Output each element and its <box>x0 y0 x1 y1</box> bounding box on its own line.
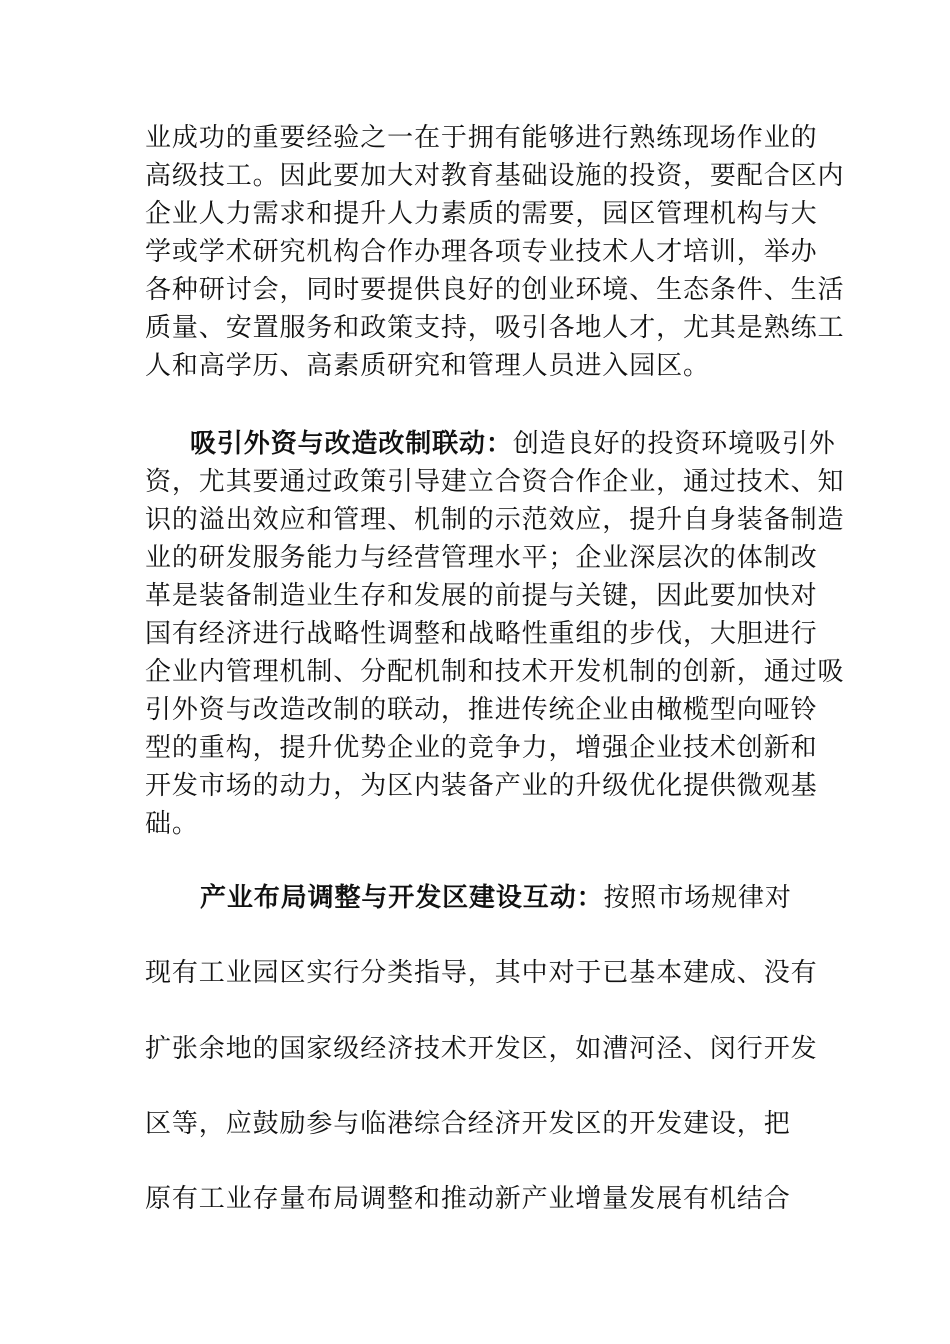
paragraph-1-line: 高级技工。因此要加大对教育基础设施的投资，要配合区内 <box>145 161 845 191</box>
paragraph-3-line: 原有工业存量布局调整和推动新产业增量发展有机结合 <box>145 1184 791 1214</box>
paragraph-2-line: 引外资与改造改制的联动，推进传统企业由橄榄型向哑铃 <box>145 695 818 725</box>
paragraph-2-line: 企业内管理机制、分配机制和技术开发机制的创新，通过吸 <box>145 657 845 687</box>
paragraph-1-line: 人和高学历、高素质研究和管理人员进入园区。 <box>145 351 710 381</box>
paragraph-2-first-line <box>190 426 836 462</box>
paragraph-3-first-line-text: 按照市场规律对 <box>603 883 792 913</box>
paragraph-2-line: 业的研发服务能力与经营管理水平；企业深层次的体制改 <box>145 543 818 573</box>
paragraph-2-line: 识的溢出效应和管理、机制的示范效应，提升自身装备制造 <box>145 505 845 535</box>
paragraph-1-line: 质量、安置服务和政策支持，吸引各地人才，尤其是熟练工 <box>145 313 845 343</box>
paragraph-3-line: 现有工业园区实行分类指导，其中对于已基本建成、没有 <box>145 958 818 988</box>
paragraph-2-heading: 吸引外资与改造改制联动： <box>190 429 513 459</box>
paragraph-2-line: 国有经济进行战略性调整和战略性重组的步伐，大胆进行 <box>145 619 818 649</box>
paragraph-2-line: 型的重构，提升优势企业的竞争力，增强企业技术创新和 <box>145 733 818 763</box>
paragraph-1-line: 学或学术研究机构合作办理各项专业技术人才培训，举办 <box>145 237 818 267</box>
paragraph-1-line: 业成功的重要经验之一在于拥有能够进行熟练现场作业的 <box>145 123 818 153</box>
paragraph-3-heading: 产业布局调整与开发区建设互动： <box>200 883 604 913</box>
paragraph-3-first-line <box>200 880 792 916</box>
paragraph-2-first-line-text: 创造良好的投资环境吸引外 <box>512 429 836 459</box>
paragraph-1-line: 各种研讨会，同时要提供良好的创业环境、生态条件、生活 <box>145 275 845 305</box>
paragraph-1-line: 企业人力需求和提升人力素质的需要，园区管理机构与大 <box>145 199 818 229</box>
paragraph-2-line: 革是装备制造业生存和发展的前提与关键，因此要加快对 <box>145 581 818 611</box>
paragraph-2-line: 资，尤其要通过政策引导建立合资合作企业，通过技术、知 <box>145 467 845 497</box>
paragraph-2-line: 开发市场的动力，为区内装备产业的升级优化提供微观基 <box>145 771 818 801</box>
paragraph-3-line: 扩张余地的国家级经济技术开发区，如漕河泾、闵行开发 <box>145 1034 818 1064</box>
paragraph-2-line: 础。 <box>145 809 199 839</box>
paragraph-3-line: 区等，应鼓励参与临港综合经济开发区的开发建设，把 <box>145 1109 791 1139</box>
